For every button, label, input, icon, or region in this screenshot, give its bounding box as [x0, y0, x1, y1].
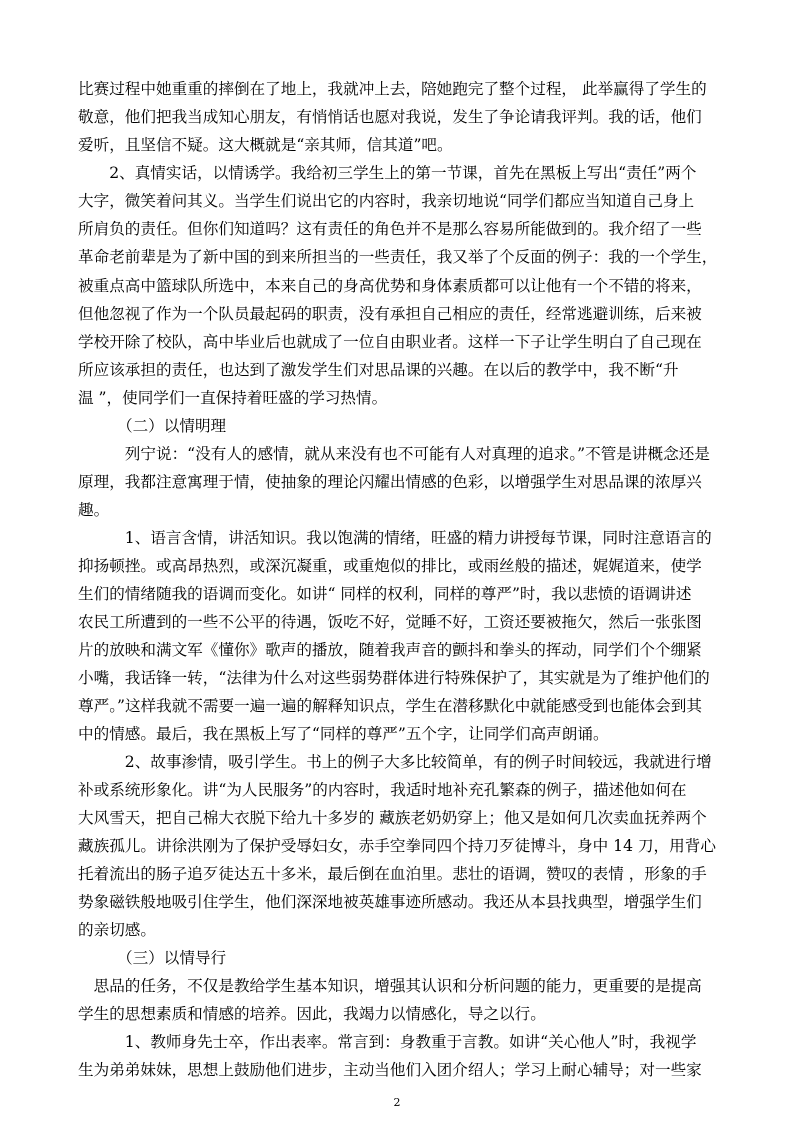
- text-line: 2、故事渗情，吸引学生。书上的例子大多比较简单，有的例子时间较远，我就进行增: [78, 753, 712, 771]
- text-line: 革命老前辈是为了新中国的到来所担当的一些责任，我又举了个反面的例子：我的一个学生，: [78, 248, 718, 266]
- text-line: 大字，微笑着问其义。当学生们说出它的内容时，我亲切地说“同学们都应当知道自己身上: [78, 192, 695, 210]
- text-line: 学校开除了校队，高中毕业后也就成了一位自由职业者。这样一下子让学生明白了自己现在: [78, 333, 702, 351]
- text-line: 的亲切感。: [78, 921, 156, 939]
- text-line: 大风雪天，把自己棉大衣脱下给九十多岁的 藏族老奶奶穿上；他又是如何几次卖血抚养两个: [78, 809, 707, 827]
- text-line: （二）以情明理: [78, 417, 227, 435]
- text-line: 抑扬顿挫。或高昂热烈，或深沉凝重，或重炮似的排比，或雨丝般的描述，娓娓道来，使学: [78, 557, 702, 575]
- text-line: 趣。: [78, 501, 110, 519]
- text-line: 1、语言含情，讲活知识。我以饱满的情绪，旺盛的精力讲授每节课，同时注意语言的: [78, 529, 712, 547]
- text-line: 原理，我都注意寓理于情，使抽象的理论闪耀出情感的色彩，以增强学生对思品课的浓厚兴: [78, 473, 702, 491]
- text-line: 中的情感。最后，我在黑板上写了“同样的尊严”五个字，让同学们高声朗诵。: [78, 725, 609, 743]
- text-line: 农民工所遭到的一些不公平的待遇，饭吃不好，觉睡不好，工资还要被拖欠，然后一张张图: [78, 613, 702, 631]
- text-line: 温 ”，使同学们一直保持着旺盛的学习热情。: [78, 389, 388, 407]
- text-line: 小嘴，我话锋一转，“法律为什么对这些弱势群体进行特殊保护了，其实就是为了维护他们的: [78, 669, 710, 687]
- text-line: （三）以情导行: [78, 949, 227, 967]
- text-line: 所应该承担的责任，也达到了激发学生们对思品课的兴趣。在以后的教学中，我不断“升: [78, 361, 679, 379]
- text-line: 但他忽视了作为一个队员最起码的职责，没有承担自己相应的责任，经常逃避训练，后来被: [78, 305, 702, 323]
- page-number: 2: [393, 1096, 401, 1109]
- text-line: 敬意，他们把我当成知心朋友，有悄悄话也愿对我说，发生了争论请我评判。我的话，他们: [78, 108, 702, 126]
- text-line: 列宁说：“没有人的感情，就从来没有也不可能有人对真理的追求。”不管是讲概念还是: [78, 445, 710, 463]
- text-line: 片的放映和满文军《懂你》歌声的播放，随着我声音的颤抖和拳头的挥动，同学们个个绷紧: [78, 641, 702, 659]
- text-line: 补或系统形象化。讲“为人民服务”的内容时，我适时地补充孔繁森的例子，描述他如何在: [78, 781, 687, 799]
- text-line: 2、真情实话，以情诱学。我给初三学生上的第一节课，首先在黑板上写出“责任”两个: [78, 164, 697, 182]
- text-line: 1、教师身先士卒，作出表率。常言到：身教重于言教。如讲“关心他人”时，我视学: [78, 1033, 697, 1051]
- text-line: 爱听，且坚信不疑。这大概就是“亲其师，信其道”吧。: [78, 136, 453, 154]
- text-line: 被重点高中篮球队所选中，本来自己的身高优势和身体素质都可以让他有一个不错的将来，: [78, 277, 702, 295]
- text-line: 藏族孤儿。讲徐洪刚为了保护受辱妇女，赤手空拳同四个持刀歹徒博斗，身中 14 刀，用背心: [78, 837, 716, 855]
- text-line: 尊严。”这样我就不需要一遍一遍的解释知识点，学生在潜移默化中就能感受到也能体会到其: [78, 697, 702, 715]
- text-line: 生们的情绪随我的语调而变化。如讲“ 同样的权利，同样的尊严”时，我以悲愤的语调讲述: [78, 585, 692, 603]
- text-line: 比赛过程中她重重的摔倒在了地上，我就冲上去，陪她跑完了整个过程， 此举赢得了学生的: [78, 80, 707, 98]
- text-line: 势象磁铁般地吸引住学生，他们深深地被英雄事迹所感动。我还从本县找典型，增强学生们: [78, 893, 702, 911]
- text-line: 生为弟弟妹妹，思想上鼓励他们进步，主动当他们入团介绍人；学习上耐心辅导；对一些家: [78, 1061, 702, 1079]
- text-line: 思品的任务，不仅是教给学生基本知识，增强其认识和分析问题的能力，更重要的是提高: [78, 977, 702, 995]
- text-line: 托着流出的肠子追歹徒达五十多米，最后倒在血泊里。悲壮的语调，赞叹的表情 ，形象的手: [78, 865, 707, 883]
- text-line: 所肩负的责任。但你们知道吗？这有责任的角色并不是那么容易所能做到的。我介绍了一些: [78, 220, 702, 238]
- text-line: 学生的思想素质和情感的培养。因此，我竭力以情感化，导之以行。: [78, 1005, 546, 1023]
